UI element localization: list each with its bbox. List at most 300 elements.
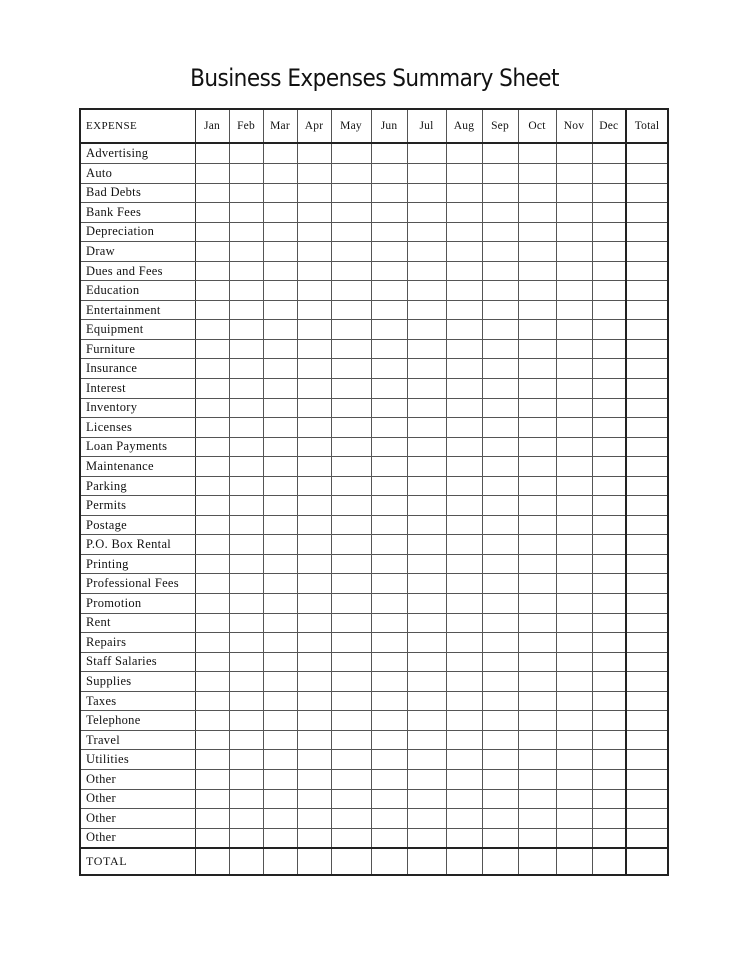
- expense-cell-feb[interactable]: [229, 613, 263, 633]
- expense-cell-mar[interactable]: [263, 183, 297, 203]
- expense-cell-may[interactable]: [331, 418, 371, 438]
- expense-cell-feb[interactable]: [229, 437, 263, 457]
- expense-cell-oct[interactable]: [518, 594, 556, 614]
- expense-cell-feb[interactable]: [229, 143, 263, 164]
- total-cell-sep[interactable]: [482, 848, 518, 875]
- expense-cell-sep[interactable]: [482, 672, 518, 692]
- expense-cell-oct[interactable]: [518, 183, 556, 203]
- expense-cell-sep[interactable]: [482, 711, 518, 731]
- expense-cell-sep[interactable]: [482, 164, 518, 184]
- expense-cell-may[interactable]: [331, 574, 371, 594]
- expense-cell-sep[interactable]: [482, 535, 518, 555]
- expense-cell-sep[interactable]: [482, 359, 518, 379]
- expense-cell-jul[interactable]: [407, 359, 446, 379]
- expense-cell-dec[interactable]: [592, 672, 626, 692]
- expense-cell-dec[interactable]: [592, 203, 626, 223]
- expense-cell-jun[interactable]: [371, 418, 407, 438]
- expense-cell-nov[interactable]: [556, 183, 592, 203]
- expense-cell-jul[interactable]: [407, 633, 446, 653]
- expense-cell-total[interactable]: [626, 261, 668, 281]
- expense-cell-nov[interactable]: [556, 691, 592, 711]
- expense-cell-nov[interactable]: [556, 203, 592, 223]
- expense-cell-jun[interactable]: [371, 437, 407, 457]
- expense-cell-jan[interactable]: [195, 789, 229, 809]
- expense-cell-nov[interactable]: [556, 828, 592, 848]
- expense-cell-jul[interactable]: [407, 594, 446, 614]
- expense-cell-jan[interactable]: [195, 613, 229, 633]
- expense-cell-nov[interactable]: [556, 300, 592, 320]
- expense-cell-aug[interactable]: [446, 535, 482, 555]
- expense-cell-jun[interactable]: [371, 339, 407, 359]
- expense-cell-mar[interactable]: [263, 594, 297, 614]
- expense-cell-mar[interactable]: [263, 339, 297, 359]
- expense-cell-feb[interactable]: [229, 339, 263, 359]
- expense-cell-oct[interactable]: [518, 164, 556, 184]
- expense-cell-dec[interactable]: [592, 418, 626, 438]
- expense-cell-total[interactable]: [626, 496, 668, 516]
- expense-cell-sep[interactable]: [482, 339, 518, 359]
- expense-cell-jan[interactable]: [195, 769, 229, 789]
- expense-cell-feb[interactable]: [229, 164, 263, 184]
- expense-cell-jun[interactable]: [371, 574, 407, 594]
- expense-cell-may[interactable]: [331, 281, 371, 301]
- expense-cell-may[interactable]: [331, 457, 371, 477]
- expense-cell-may[interactable]: [331, 730, 371, 750]
- expense-cell-total[interactable]: [626, 809, 668, 829]
- expense-cell-jan[interactable]: [195, 143, 229, 164]
- expense-cell-feb[interactable]: [229, 457, 263, 477]
- expense-cell-total[interactable]: [626, 359, 668, 379]
- expense-cell-feb[interactable]: [229, 633, 263, 653]
- expense-cell-dec[interactable]: [592, 750, 626, 770]
- expense-cell-jun[interactable]: [371, 164, 407, 184]
- expense-cell-apr[interactable]: [297, 183, 331, 203]
- expense-cell-apr[interactable]: [297, 613, 331, 633]
- expense-cell-apr[interactable]: [297, 300, 331, 320]
- expense-cell-mar[interactable]: [263, 730, 297, 750]
- expense-cell-aug[interactable]: [446, 515, 482, 535]
- expense-cell-oct[interactable]: [518, 652, 556, 672]
- expense-cell-total[interactable]: [626, 183, 668, 203]
- expense-cell-nov[interactable]: [556, 809, 592, 829]
- expense-cell-mar[interactable]: [263, 613, 297, 633]
- expense-cell-dec[interactable]: [592, 143, 626, 164]
- expense-cell-sep[interactable]: [482, 496, 518, 516]
- expense-cell-aug[interactable]: [446, 242, 482, 262]
- expense-cell-oct[interactable]: [518, 828, 556, 848]
- expense-cell-total[interactable]: [626, 242, 668, 262]
- expense-cell-nov[interactable]: [556, 476, 592, 496]
- expense-cell-feb[interactable]: [229, 828, 263, 848]
- expense-cell-total[interactable]: [626, 535, 668, 555]
- expense-cell-oct[interactable]: [518, 242, 556, 262]
- expense-cell-mar[interactable]: [263, 164, 297, 184]
- expense-cell-sep[interactable]: [482, 594, 518, 614]
- expense-cell-may[interactable]: [331, 261, 371, 281]
- expense-cell-dec[interactable]: [592, 164, 626, 184]
- expense-cell-mar[interactable]: [263, 359, 297, 379]
- expense-cell-feb[interactable]: [229, 789, 263, 809]
- expense-cell-jun[interactable]: [371, 261, 407, 281]
- expense-cell-sep[interactable]: [482, 281, 518, 301]
- expense-cell-may[interactable]: [331, 652, 371, 672]
- expense-cell-mar[interactable]: [263, 633, 297, 653]
- expense-cell-sep[interactable]: [482, 379, 518, 399]
- expense-cell-jan[interactable]: [195, 300, 229, 320]
- expense-cell-feb[interactable]: [229, 242, 263, 262]
- expense-cell-jun[interactable]: [371, 691, 407, 711]
- expense-cell-sep[interactable]: [482, 300, 518, 320]
- expense-cell-jan[interactable]: [195, 457, 229, 477]
- expense-cell-apr[interactable]: [297, 496, 331, 516]
- expense-cell-apr[interactable]: [297, 809, 331, 829]
- expense-cell-sep[interactable]: [482, 222, 518, 242]
- expense-cell-oct[interactable]: [518, 437, 556, 457]
- expense-cell-jan[interactable]: [195, 809, 229, 829]
- expense-cell-dec[interactable]: [592, 769, 626, 789]
- expense-cell-sep[interactable]: [482, 633, 518, 653]
- expense-cell-aug[interactable]: [446, 672, 482, 692]
- expense-cell-aug[interactable]: [446, 613, 482, 633]
- expense-cell-total[interactable]: [626, 418, 668, 438]
- expense-cell-mar[interactable]: [263, 281, 297, 301]
- expense-cell-sep[interactable]: [482, 437, 518, 457]
- expense-cell-jul[interactable]: [407, 339, 446, 359]
- expense-cell-nov[interactable]: [556, 359, 592, 379]
- expense-cell-feb[interactable]: [229, 730, 263, 750]
- expense-cell-aug[interactable]: [446, 574, 482, 594]
- expense-cell-total[interactable]: [626, 300, 668, 320]
- expense-cell-oct[interactable]: [518, 359, 556, 379]
- expense-cell-jul[interactable]: [407, 183, 446, 203]
- expense-cell-nov[interactable]: [556, 750, 592, 770]
- expense-cell-nov[interactable]: [556, 496, 592, 516]
- expense-cell-aug[interactable]: [446, 183, 482, 203]
- expense-cell-aug[interactable]: [446, 300, 482, 320]
- expense-cell-sep[interactable]: [482, 613, 518, 633]
- expense-cell-mar[interactable]: [263, 828, 297, 848]
- expense-cell-apr[interactable]: [297, 828, 331, 848]
- expense-cell-aug[interactable]: [446, 418, 482, 438]
- expense-cell-total[interactable]: [626, 476, 668, 496]
- total-cell-aug[interactable]: [446, 848, 482, 875]
- expense-cell-total[interactable]: [626, 554, 668, 574]
- expense-cell-feb[interactable]: [229, 222, 263, 242]
- expense-cell-dec[interactable]: [592, 554, 626, 574]
- expense-cell-jun[interactable]: [371, 594, 407, 614]
- expense-cell-dec[interactable]: [592, 183, 626, 203]
- expense-cell-nov[interactable]: [556, 222, 592, 242]
- expense-cell-feb[interactable]: [229, 496, 263, 516]
- expense-cell-may[interactable]: [331, 164, 371, 184]
- expense-cell-mar[interactable]: [263, 418, 297, 438]
- expense-cell-total[interactable]: [626, 730, 668, 750]
- expense-cell-jul[interactable]: [407, 222, 446, 242]
- expense-cell-jan[interactable]: [195, 554, 229, 574]
- expense-cell-aug[interactable]: [446, 809, 482, 829]
- expense-cell-dec[interactable]: [592, 789, 626, 809]
- expense-cell-sep[interactable]: [482, 320, 518, 340]
- expense-cell-nov[interactable]: [556, 143, 592, 164]
- expense-cell-oct[interactable]: [518, 261, 556, 281]
- expense-cell-nov[interactable]: [556, 398, 592, 418]
- expense-cell-may[interactable]: [331, 691, 371, 711]
- expense-cell-dec[interactable]: [592, 535, 626, 555]
- expense-cell-jul[interactable]: [407, 809, 446, 829]
- expense-cell-may[interactable]: [331, 437, 371, 457]
- expense-cell-dec[interactable]: [592, 496, 626, 516]
- expense-cell-feb[interactable]: [229, 554, 263, 574]
- expense-cell-aug[interactable]: [446, 143, 482, 164]
- expense-cell-jan[interactable]: [195, 418, 229, 438]
- expense-cell-jul[interactable]: [407, 242, 446, 262]
- expense-cell-oct[interactable]: [518, 613, 556, 633]
- expense-cell-jul[interactable]: [407, 300, 446, 320]
- expense-cell-feb[interactable]: [229, 711, 263, 731]
- expense-cell-mar[interactable]: [263, 222, 297, 242]
- expense-cell-nov[interactable]: [556, 320, 592, 340]
- expense-cell-may[interactable]: [331, 711, 371, 731]
- expense-cell-apr[interactable]: [297, 652, 331, 672]
- expense-cell-jul[interactable]: [407, 711, 446, 731]
- expense-cell-aug[interactable]: [446, 750, 482, 770]
- expense-cell-aug[interactable]: [446, 652, 482, 672]
- expense-cell-sep[interactable]: [482, 828, 518, 848]
- expense-cell-dec[interactable]: [592, 476, 626, 496]
- expense-cell-jan[interactable]: [195, 203, 229, 223]
- expense-cell-mar[interactable]: [263, 437, 297, 457]
- expense-cell-sep[interactable]: [482, 809, 518, 829]
- total-cell-mar[interactable]: [263, 848, 297, 875]
- total-cell-feb[interactable]: [229, 848, 263, 875]
- expense-cell-jul[interactable]: [407, 418, 446, 438]
- expense-cell-jan[interactable]: [195, 359, 229, 379]
- expense-cell-sep[interactable]: [482, 143, 518, 164]
- expense-cell-apr[interactable]: [297, 398, 331, 418]
- expense-cell-apr[interactable]: [297, 203, 331, 223]
- expense-cell-nov[interactable]: [556, 730, 592, 750]
- expense-cell-may[interactable]: [331, 320, 371, 340]
- expense-cell-jul[interactable]: [407, 398, 446, 418]
- expense-cell-jul[interactable]: [407, 164, 446, 184]
- expense-cell-nov[interactable]: [556, 672, 592, 692]
- expense-cell-apr[interactable]: [297, 242, 331, 262]
- expense-cell-jun[interactable]: [371, 809, 407, 829]
- expense-cell-jun[interactable]: [371, 398, 407, 418]
- expense-cell-sep[interactable]: [482, 242, 518, 262]
- expense-cell-apr[interactable]: [297, 554, 331, 574]
- expense-cell-feb[interactable]: [229, 418, 263, 438]
- expense-cell-may[interactable]: [331, 300, 371, 320]
- expense-cell-apr[interactable]: [297, 457, 331, 477]
- expense-cell-aug[interactable]: [446, 339, 482, 359]
- expense-cell-dec[interactable]: [592, 437, 626, 457]
- expense-cell-may[interactable]: [331, 496, 371, 516]
- expense-cell-aug[interactable]: [446, 828, 482, 848]
- expense-cell-total[interactable]: [626, 143, 668, 164]
- expense-cell-total[interactable]: [626, 672, 668, 692]
- expense-cell-apr[interactable]: [297, 379, 331, 399]
- expense-cell-jun[interactable]: [371, 613, 407, 633]
- expense-cell-jul[interactable]: [407, 750, 446, 770]
- expense-cell-mar[interactable]: [263, 711, 297, 731]
- expense-cell-feb[interactable]: [229, 261, 263, 281]
- expense-cell-jan[interactable]: [195, 730, 229, 750]
- expense-cell-jun[interactable]: [371, 730, 407, 750]
- expense-cell-may[interactable]: [331, 222, 371, 242]
- expense-cell-dec[interactable]: [592, 359, 626, 379]
- total-cell-dec[interactable]: [592, 848, 626, 875]
- expense-cell-may[interactable]: [331, 769, 371, 789]
- expense-cell-nov[interactable]: [556, 437, 592, 457]
- expense-cell-mar[interactable]: [263, 203, 297, 223]
- expense-cell-total[interactable]: [626, 594, 668, 614]
- expense-cell-jan[interactable]: [195, 222, 229, 242]
- expense-cell-apr[interactable]: [297, 769, 331, 789]
- expense-cell-jul[interactable]: [407, 143, 446, 164]
- expense-cell-jun[interactable]: [371, 633, 407, 653]
- expense-cell-feb[interactable]: [229, 379, 263, 399]
- expense-cell-jun[interactable]: [371, 476, 407, 496]
- expense-cell-mar[interactable]: [263, 457, 297, 477]
- expense-cell-jan[interactable]: [195, 750, 229, 770]
- expense-cell-nov[interactable]: [556, 242, 592, 262]
- expense-cell-jun[interactable]: [371, 359, 407, 379]
- expense-cell-aug[interactable]: [446, 789, 482, 809]
- expense-cell-mar[interactable]: [263, 809, 297, 829]
- expense-cell-apr[interactable]: [297, 750, 331, 770]
- expense-cell-aug[interactable]: [446, 379, 482, 399]
- total-cell-jan[interactable]: [195, 848, 229, 875]
- expense-cell-jun[interactable]: [371, 711, 407, 731]
- expense-cell-jan[interactable]: [195, 242, 229, 262]
- expense-cell-mar[interactable]: [263, 535, 297, 555]
- expense-cell-sep[interactable]: [482, 203, 518, 223]
- expense-cell-dec[interactable]: [592, 339, 626, 359]
- expense-cell-oct[interactable]: [518, 750, 556, 770]
- expense-cell-jul[interactable]: [407, 652, 446, 672]
- expense-cell-mar[interactable]: [263, 398, 297, 418]
- expense-cell-jun[interactable]: [371, 222, 407, 242]
- total-cell-nov[interactable]: [556, 848, 592, 875]
- expense-cell-feb[interactable]: [229, 203, 263, 223]
- expense-cell-dec[interactable]: [592, 691, 626, 711]
- expense-cell-jul[interactable]: [407, 789, 446, 809]
- expense-cell-total[interactable]: [626, 222, 668, 242]
- expense-cell-oct[interactable]: [518, 711, 556, 731]
- expense-cell-jul[interactable]: [407, 730, 446, 750]
- expense-cell-oct[interactable]: [518, 535, 556, 555]
- expense-cell-sep[interactable]: [482, 183, 518, 203]
- expense-cell-may[interactable]: [331, 828, 371, 848]
- expense-cell-jul[interactable]: [407, 535, 446, 555]
- expense-cell-apr[interactable]: [297, 789, 331, 809]
- expense-cell-jul[interactable]: [407, 769, 446, 789]
- expense-cell-aug[interactable]: [446, 554, 482, 574]
- total-cell-jul[interactable]: [407, 848, 446, 875]
- expense-cell-jan[interactable]: [195, 261, 229, 281]
- expense-cell-jan[interactable]: [195, 828, 229, 848]
- expense-cell-sep[interactable]: [482, 769, 518, 789]
- expense-cell-oct[interactable]: [518, 222, 556, 242]
- expense-cell-sep[interactable]: [482, 789, 518, 809]
- expense-cell-jul[interactable]: [407, 554, 446, 574]
- expense-cell-mar[interactable]: [263, 320, 297, 340]
- expense-cell-nov[interactable]: [556, 711, 592, 731]
- expense-cell-jul[interactable]: [407, 496, 446, 516]
- expense-cell-nov[interactable]: [556, 594, 592, 614]
- expense-cell-jan[interactable]: [195, 476, 229, 496]
- total-cell-may[interactable]: [331, 848, 371, 875]
- expense-cell-jan[interactable]: [195, 339, 229, 359]
- expense-cell-feb[interactable]: [229, 281, 263, 301]
- expense-cell-jun[interactable]: [371, 379, 407, 399]
- expense-cell-dec[interactable]: [592, 652, 626, 672]
- expense-cell-oct[interactable]: [518, 496, 556, 516]
- expense-cell-may[interactable]: [331, 203, 371, 223]
- expense-cell-feb[interactable]: [229, 300, 263, 320]
- expense-cell-may[interactable]: [331, 809, 371, 829]
- expense-cell-oct[interactable]: [518, 730, 556, 750]
- expense-cell-jul[interactable]: [407, 437, 446, 457]
- expense-cell-jan[interactable]: [195, 652, 229, 672]
- expense-cell-oct[interactable]: [518, 418, 556, 438]
- expense-cell-nov[interactable]: [556, 769, 592, 789]
- expense-cell-aug[interactable]: [446, 691, 482, 711]
- expense-cell-dec[interactable]: [592, 633, 626, 653]
- expense-cell-may[interactable]: [331, 633, 371, 653]
- expense-cell-feb[interactable]: [229, 535, 263, 555]
- expense-cell-dec[interactable]: [592, 515, 626, 535]
- expense-cell-jun[interactable]: [371, 535, 407, 555]
- expense-cell-total[interactable]: [626, 515, 668, 535]
- expense-cell-apr[interactable]: [297, 359, 331, 379]
- expense-cell-jan[interactable]: [195, 691, 229, 711]
- expense-cell-jun[interactable]: [371, 320, 407, 340]
- expense-cell-oct[interactable]: [518, 379, 556, 399]
- expense-cell-jun[interactable]: [371, 789, 407, 809]
- expense-cell-apr[interactable]: [297, 574, 331, 594]
- expense-cell-jun[interactable]: [371, 769, 407, 789]
- expense-cell-aug[interactable]: [446, 437, 482, 457]
- expense-cell-total[interactable]: [626, 828, 668, 848]
- expense-cell-aug[interactable]: [446, 594, 482, 614]
- expense-cell-dec[interactable]: [592, 222, 626, 242]
- expense-cell-may[interactable]: [331, 476, 371, 496]
- expense-cell-jan[interactable]: [195, 594, 229, 614]
- expense-cell-may[interactable]: [331, 515, 371, 535]
- expense-cell-nov[interactable]: [556, 164, 592, 184]
- expense-cell-jan[interactable]: [195, 379, 229, 399]
- expense-cell-dec[interactable]: [592, 730, 626, 750]
- expense-cell-total[interactable]: [626, 457, 668, 477]
- expense-cell-jan[interactable]: [195, 437, 229, 457]
- expense-cell-aug[interactable]: [446, 203, 482, 223]
- expense-cell-mar[interactable]: [263, 691, 297, 711]
- expense-cell-oct[interactable]: [518, 554, 556, 574]
- expense-cell-sep[interactable]: [482, 554, 518, 574]
- expense-cell-jan[interactable]: [195, 164, 229, 184]
- expense-cell-nov[interactable]: [556, 339, 592, 359]
- expense-cell-aug[interactable]: [446, 496, 482, 516]
- expense-cell-total[interactable]: [626, 320, 668, 340]
- expense-cell-dec[interactable]: [592, 261, 626, 281]
- expense-cell-nov[interactable]: [556, 652, 592, 672]
- expense-cell-dec[interactable]: [592, 828, 626, 848]
- expense-cell-may[interactable]: [331, 672, 371, 692]
- expense-cell-dec[interactable]: [592, 574, 626, 594]
- expense-cell-aug[interactable]: [446, 261, 482, 281]
